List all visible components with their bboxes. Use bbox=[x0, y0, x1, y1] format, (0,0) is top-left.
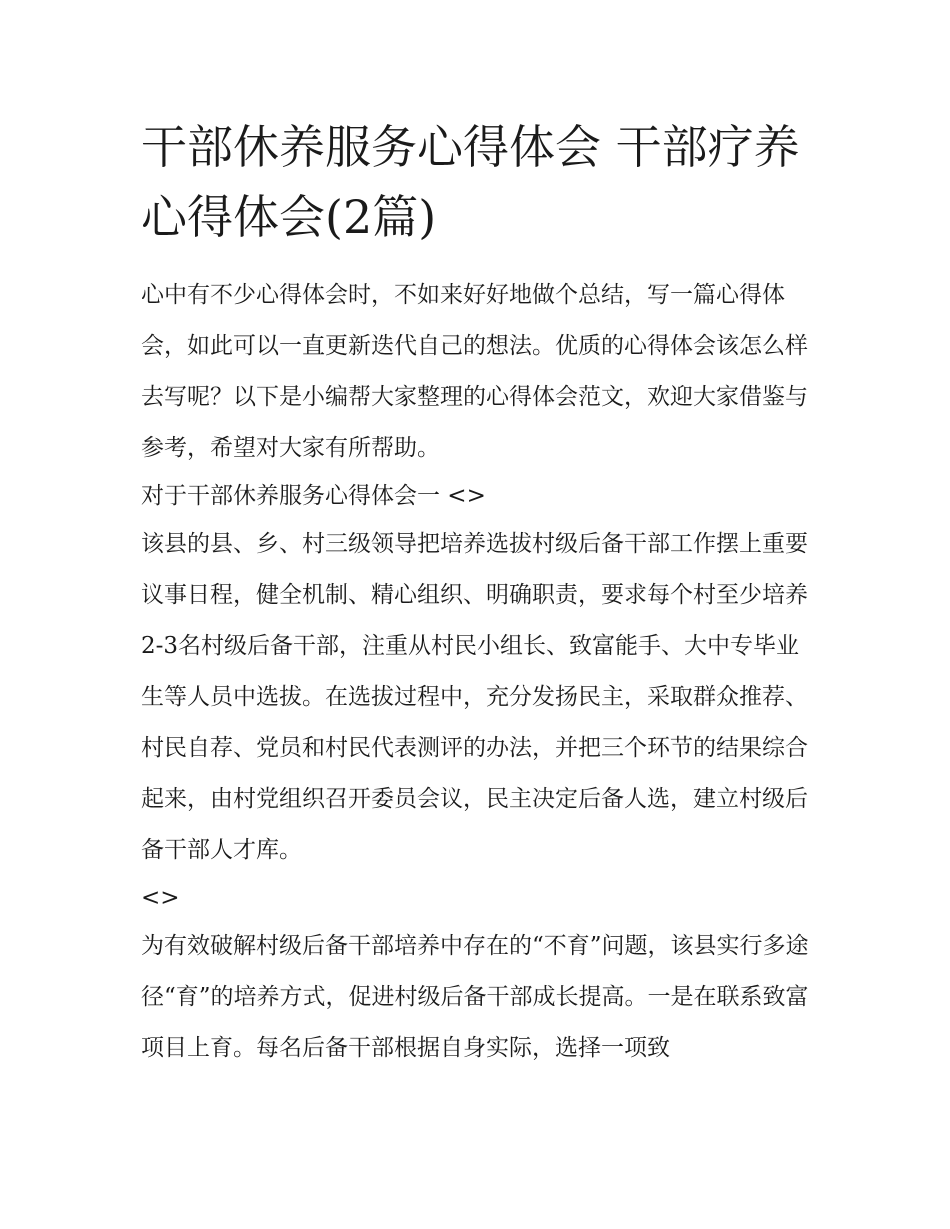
section-heading: 对于干部休养服务心得体会一 <> bbox=[141, 483, 486, 509]
document-page bbox=[141, 112, 813, 1074]
body-paragraph: 为有效破解村级后备干部培养中存在的“不育”问题，该县实行多途径“育”的培养方式，促进村级后备干部成长提高。一是在联系致富项目上育。每名后备干部根据自身实际，选择一项致 bbox=[141, 933, 809, 1061]
document-title: 干部休养服务心得体会 干部疗养心得体会(2篇) bbox=[141, 120, 800, 244]
separator-marker: <> bbox=[141, 885, 180, 911]
intro-paragraph: 心中有不少心得体会时，不如来好好地做个总结，写一篇心得体会，如此可以一直更新迭代自己的想法。优质的心得体会该怎么样去写呢？以下是小编帮大家整理的心得体会范文，欢迎大家借鉴与参考，希望对大家有所帮助。 bbox=[141, 282, 808, 461]
document-body bbox=[141, 270, 813, 1074]
body-paragraph: 该县的县、乡、村三级领导把培养选拔村级后备干部工作摆上重要议事日程，健全机制、精心组织、明确职责，要求每个村至少培养2-3名村级后备干部，注重从村民小组长、致富能手、大中专毕业生等人员中选拔。在选拔过程中，充分发扬民主，采取群众推荐、村民自荐、党员和村民代表测评的办法，并把三个环节的结果综合起来，由村党组织召开委员会议，民主决定后备人选，建立村级后备干部人才库。 bbox=[141, 531, 808, 863]
